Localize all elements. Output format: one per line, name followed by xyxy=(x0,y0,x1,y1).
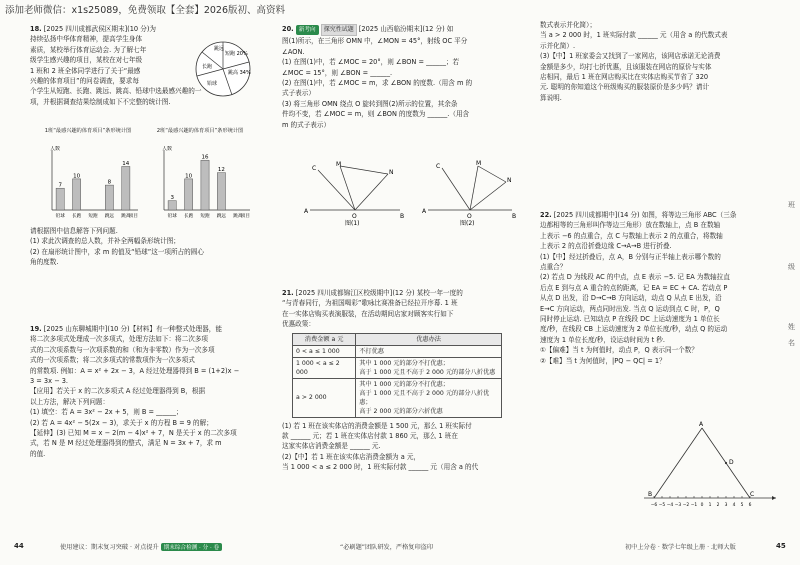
axis-tick-label: 5 xyxy=(740,503,744,508)
q21-after: 当 1 000 < a ≤ 2 000 时，1 班实际付款 ______ 元（用含 a 的代 xyxy=(282,463,479,472)
page-number-right: 45 xyxy=(776,542,786,550)
pie-label: 跳远 xyxy=(214,46,225,52)
q18-followup xyxy=(30,226,258,268)
q21-cont-line: 数式表示并化简）； xyxy=(540,21,597,29)
table-row xyxy=(293,378,502,417)
bar xyxy=(73,179,81,210)
bar xyxy=(56,188,64,210)
y-axis-label: 人数 xyxy=(162,146,173,152)
footer-right: 初中上分卷 · 数学七年级上册 · 北师大版 xyxy=(625,544,736,551)
question-22 xyxy=(540,210,780,366)
q18-after: 请根据图中信息解答下列问题. xyxy=(30,227,118,235)
q19-line: (1) 填空：若 A = 3x² − 2x + 5，则 B = ______； xyxy=(30,408,183,417)
table-header: 消费金额 a 元 xyxy=(293,333,356,345)
axis-tick-label: 6 xyxy=(748,503,752,508)
pie-label: 长跑 xyxy=(202,64,213,70)
point-label: A xyxy=(699,421,704,428)
bar-value-label: 12 xyxy=(217,167,225,174)
bar-chart-1 xyxy=(40,146,140,224)
q19-number: 19. xyxy=(30,325,42,333)
q21-after: (1) 若 1 班在该实体店的消费金额是 1 500 元，那么 1 班实际付 xyxy=(282,421,472,430)
side-mark: 班 xyxy=(788,201,795,209)
q21-line: 在一实体店购买表演服装，在活动期间店家对顾客实行如下 xyxy=(282,309,454,318)
q18-after: (1) 求此次调查的总人数，并补全两幅条形统计图； xyxy=(30,237,180,246)
category-tick-label: 铅球 xyxy=(55,214,65,219)
q22-number: 22. xyxy=(540,211,552,219)
q22-line: 边都相等的三角形叫作等边三角形）放在数轴上，点 B 在数轴 xyxy=(540,221,721,230)
question-20 xyxy=(282,24,522,130)
q22-line: 从点 D 出发，沿 D→C→B 方向运动，动点 Q 从点 E 出发，沿 xyxy=(540,294,722,303)
q20-figure-2 xyxy=(420,160,520,226)
category-tick-label: 跳高 xyxy=(121,214,131,219)
footer-left xyxy=(60,542,222,551)
question-21 xyxy=(282,288,522,473)
pie-chart xyxy=(192,38,254,100)
svg-text:C: C xyxy=(312,165,317,172)
footer-left-text: 使用建议：期末复习突破 · 对点提升 xyxy=(60,544,159,551)
q18-line: 兴趣的体育项目”的问卷调查，要求每 xyxy=(30,77,139,86)
category-tick-label: 长跑 xyxy=(71,214,82,219)
table-cell: 0 < a ≤ 1 000 xyxy=(293,345,356,357)
q19-line: 的值. xyxy=(30,449,46,458)
table-row xyxy=(293,345,502,357)
side-mark: 姓 xyxy=(788,323,795,331)
q19-line: [2025 山东聊城期中](10 分)【材料】有一种整式处理器，能 xyxy=(43,325,222,333)
x-axis-label: 项目 xyxy=(128,214,138,219)
q19-line: 将二次多项式处理成一次多项式，处理方法如下：将二次多项 xyxy=(30,335,209,344)
svg-text:N: N xyxy=(389,169,394,176)
axis-tick-label: 1 xyxy=(708,503,712,508)
q20-line: 式子表示） xyxy=(282,89,315,98)
q22-line: 上表示 2 的点沿折叠边缘 C→A→B 进行折叠. xyxy=(540,242,672,251)
table-cell: 其中 1 000 元的部分不打优惠； 高于 1 000 元且不高于 2 000 元的部分八折优惠； 高于 2 000 元的部分六折优惠 xyxy=(356,378,502,417)
axis-tick-label: −4 xyxy=(666,503,674,508)
q20-number: 20. xyxy=(282,25,294,33)
svg-text:M: M xyxy=(476,160,482,167)
q22-line: 上表示 −6 的点重合，点 C 与数轴上表示 2 的点重合，将数轴 xyxy=(540,231,723,240)
svg-text:B: B xyxy=(512,213,517,220)
q22-line: ②【难】当 t 为何值时，|PQ − QC| = 1？ xyxy=(540,356,666,365)
svg-text:M: M xyxy=(336,161,342,168)
top-watermark-note: 添加老师微信：x1s25089，免费领取【全套】2026版初、高资料 xyxy=(5,5,286,16)
axis-tick-label: −1 xyxy=(690,503,698,508)
point-label: C xyxy=(750,491,755,498)
bar-chart-2-title: 2班“最感兴趣的体育项目”条形统计图 xyxy=(156,128,244,134)
table-cell: a > 2 000 xyxy=(293,378,356,417)
bar-chart-2 xyxy=(152,146,252,224)
q18-line: 持续弘扬中华体育精神，提高学生身体 xyxy=(30,35,143,44)
x-axis-label: 项目 xyxy=(240,214,250,219)
category-tick-label: 跳高 xyxy=(233,214,243,219)
q21-line: [2025 四川成都锦江区校级期中](12 分) 某校一年一度的 xyxy=(295,289,463,297)
q20-line: 件均不变，若 ∠MOC = m，则 ∠BON 的度数为 ______.（用含 xyxy=(282,110,470,119)
q21-cont-line: 当 a > 2 000 时，1 班实际付款 ______ 元（用含 a 的代数式表 xyxy=(540,31,728,40)
bar-value-label: 10 xyxy=(185,173,193,180)
q20-line: m 的式子表示） xyxy=(282,120,331,129)
q19-line: 以上方法，解决下列问题： xyxy=(30,397,110,406)
q19-line: 的常数项. 例如：A = x² + 2x − 3，A 经过处理器得到 B = (1+2)x − xyxy=(30,366,240,375)
category-tick-label: 长跑 xyxy=(183,214,194,219)
table-header: 优惠办法 xyxy=(356,333,502,345)
discount-table xyxy=(292,333,502,418)
category-tick-label: 铅球 xyxy=(167,214,177,219)
q18-line: 1 班和 2 班全体同学进行了关于“最感 xyxy=(30,66,141,75)
q20-line: ∠AON. xyxy=(282,47,305,56)
q18-line: 素质，某校举行体育运动会. 为了解七年 xyxy=(30,45,147,54)
q18-line: 项，并根据调查结果绘制成如下不完整的统计图. xyxy=(30,97,171,106)
question-19 xyxy=(30,324,270,459)
bar-value-label: 10 xyxy=(73,173,81,180)
q22-line: 速度为 1 单位长度/秒，设运动时间为 t 秒. xyxy=(540,335,665,344)
bar-value-label: 14 xyxy=(122,160,130,167)
axis-tick-label: 4 xyxy=(732,503,736,508)
svg-text:A: A xyxy=(422,208,427,215)
pie-label: 短跑 20% xyxy=(225,51,248,57)
bar xyxy=(185,179,193,210)
q22-line: (2) 若点 D 为线段 AC 的中点，点 E 表示 −5. 记 EA 为数轴拉直 xyxy=(540,273,730,282)
q22-line: [2025 四川成都期中](14 分) 如图，将等边三角形 ABC（三条 xyxy=(553,211,737,219)
svg-text:N: N xyxy=(507,177,512,184)
svg-text:O: O xyxy=(352,213,357,220)
table-cell: 不打优惠 xyxy=(356,345,502,357)
q21-cont-line: (3)【中】1 班家委会又找到了一家网店，该网店承诺无论消费 xyxy=(540,52,721,61)
q20-line: ∠MOC = 15°，则 ∠BON = ______. xyxy=(282,68,393,77)
q20-line: [2025 山西临汾期末](12 分) 如 xyxy=(358,25,454,33)
svg-text:O: O xyxy=(467,213,472,220)
page-number-left: 44 xyxy=(14,542,24,550)
axis-tick-label: −5 xyxy=(658,503,666,508)
side-mark: 名 xyxy=(788,339,795,347)
q21-after: 这家实体店消费金额是 ______ 元. xyxy=(282,442,381,451)
q20-figure-2-label: 图(2) xyxy=(460,220,475,226)
bar xyxy=(201,160,209,210)
bar-value-label: 7 xyxy=(58,182,62,189)
q21-cont-line: 算说明. xyxy=(540,93,562,102)
q22-line: 同时停止运动. 已知动点 P 在线段 DC 上运动速度为 1 单位长 xyxy=(540,315,720,324)
q20-figure-1 xyxy=(300,160,410,226)
q21-number: 21. xyxy=(282,289,294,297)
category-tick-label: 跳远 xyxy=(216,214,227,219)
q21-cont-line: 店相同，最后 1 班在网店购买比在实体店购买节省了 320 xyxy=(540,73,709,82)
table-cell: 1 000 < a ≤ 2 000 xyxy=(293,357,356,378)
bar-value-label: 3 xyxy=(170,195,174,202)
q21-cont-line: 示并化简）. xyxy=(540,41,576,50)
q18-number: 18. xyxy=(30,25,42,33)
q20-line: (3) 将三角形 OMN 绕点 O 旋转到图(2)所示的位置，其余条 xyxy=(282,99,458,108)
q22-line: (1)【中】经过折叠后，点 A，B 分别与正半轴上表示哪个数的 xyxy=(540,252,721,261)
q18-line: [2025 四川成都武侯区期末](10 分)为 xyxy=(43,25,156,33)
bar xyxy=(105,185,113,210)
q19-line: 式，若 N 是 M 经过处理器得到的整式，满足 N = 3x + 7，求 m xyxy=(30,439,222,448)
q19-line: 3 = 3x − 3. xyxy=(30,377,69,386)
bar-value-label: 8 xyxy=(107,179,112,186)
q20-type-tag: 探究性试题 xyxy=(321,24,357,36)
bar-chart-1-title: 1班“最感兴趣的体育项目”条形统计图 xyxy=(44,128,132,134)
q22-number-line-figure xyxy=(640,420,780,520)
q21-after: 款 ______ 元；若 1 班在实体店付款 1 860 元，那么 1 班在 xyxy=(282,432,458,441)
q21-line: “与青春同行，为祖国喝彩”歌咏比赛准备已经拉开序幕. 1 班 xyxy=(282,299,458,308)
q20-line: (2) 在图(1)中，若 ∠MOC = m，求 ∠BON 的度数.（用含 m 的 xyxy=(282,79,473,88)
q20-new-tag: 新考向 xyxy=(296,25,319,35)
q18-after: (2) 在扇形统计图中，求 m 的值及“铅球”这一项所占的圆心 xyxy=(30,247,204,256)
category-tick-label: 短跑 xyxy=(200,214,210,219)
axis-tick-label: 0 xyxy=(700,503,704,508)
pie-label: 铅球 xyxy=(207,81,218,87)
svg-text:C: C xyxy=(436,163,441,170)
q20-figure-1-label: 图(1) xyxy=(345,220,360,226)
q20-line: (1) 在图(1)中，若 ∠MOC = 20°，则 ∠BON = ______；若 xyxy=(282,58,460,67)
axis-tick-label: 3 xyxy=(724,503,728,508)
table-row xyxy=(293,357,502,378)
footer-middle: “必刷题”团队研发，严格复印盗印 xyxy=(340,544,434,551)
q22-line: ①【偏难】当 t 为何值时，动点 P，Q 表示同一个数？ xyxy=(540,346,698,355)
bar-value-label: 16 xyxy=(201,154,209,161)
q22-line: E→C 方向运动，两点同时出发. 当点 Q 运动到点 C 时，P，Q xyxy=(540,304,720,313)
category-tick-label: 短跑 xyxy=(88,214,98,219)
pie-label: 跳高 34% xyxy=(228,70,251,76)
bar xyxy=(217,173,225,210)
side-mark: 级 xyxy=(788,263,795,271)
point-label: B xyxy=(648,491,653,498)
category-tick-label: 跳远 xyxy=(104,214,115,219)
q21-cont-line: 金额是多少，均打七折优惠，且该服装在网店的原价与实体 xyxy=(540,62,712,71)
q19-line: 式的一次项系数；将二次多项式的常数项作为一次多项式 xyxy=(30,356,195,365)
q22-line: 点重合？ xyxy=(540,263,567,272)
axis-tick-label: −3 xyxy=(674,503,682,508)
axis-tick-label: 2 xyxy=(716,503,720,508)
y-axis-label: 人数 xyxy=(50,146,61,152)
q19-line: 【应用】若关于 x 的二次多项式 A 经过处理器得到 B，根据 xyxy=(30,387,206,396)
q21-continued xyxy=(540,20,780,103)
q19-line: 式的二次项系数与一次项系数的和（和为非零数）作为一次多项 xyxy=(30,345,215,354)
q18-line: 级学生感兴趣的项目，某校在对七年级 xyxy=(30,56,143,65)
q18-line: 个学生从短跑、长跑、跳远、跳高、铅球中选最感兴趣的一 xyxy=(30,87,202,96)
q19-line: (2) 若 A = 4x² − 5(2x − 3)，求关于 x 的方程 B = 9 的解； xyxy=(30,418,213,427)
svg-text:A: A xyxy=(304,208,309,215)
q21-cont-line: 元. 聪明的你知道这个班级购买的服装原价是多少吗？请计 xyxy=(540,83,710,92)
table-cell: 其中 1 000 元的部分不打优惠； 高于 1 000 元且不高于 2 000 元的部分八折优惠 xyxy=(356,357,502,378)
q20-line: 图(1)所示，在三角形 OMN 中，∠MON = 45°，射线 OC 平分 xyxy=(282,37,468,46)
axis-tick-label: −2 xyxy=(682,503,690,508)
q22-line: 后点 E 到与点 A 重合的点的距离，记 EA = EC + CA. 若动点 P xyxy=(540,283,728,292)
bar xyxy=(168,201,176,210)
q21-line: 优惠政策： xyxy=(282,320,315,329)
axis-tick-label: −6 xyxy=(650,503,658,508)
svg-text:B: B xyxy=(400,213,405,220)
q19-line: 【延伸】(3) 已知 M = x − 2(m − 4)x² + 7，N 是关于 x 的二次多项 xyxy=(30,429,237,438)
footer-left-tag: 期末综合检测 · 分 · 卷 xyxy=(161,543,222,551)
point-label: D xyxy=(729,459,734,466)
q22-line: 度/秒，在线段 CB 上运动速度为 2 单位长度/秒，动点 Q 的运动 xyxy=(540,325,728,334)
q18-after: 角的度数. xyxy=(30,258,59,267)
bar xyxy=(122,166,130,210)
q21-after: (2)【中】若 1 班在该实体店消费金额为 a 元， xyxy=(282,452,421,461)
